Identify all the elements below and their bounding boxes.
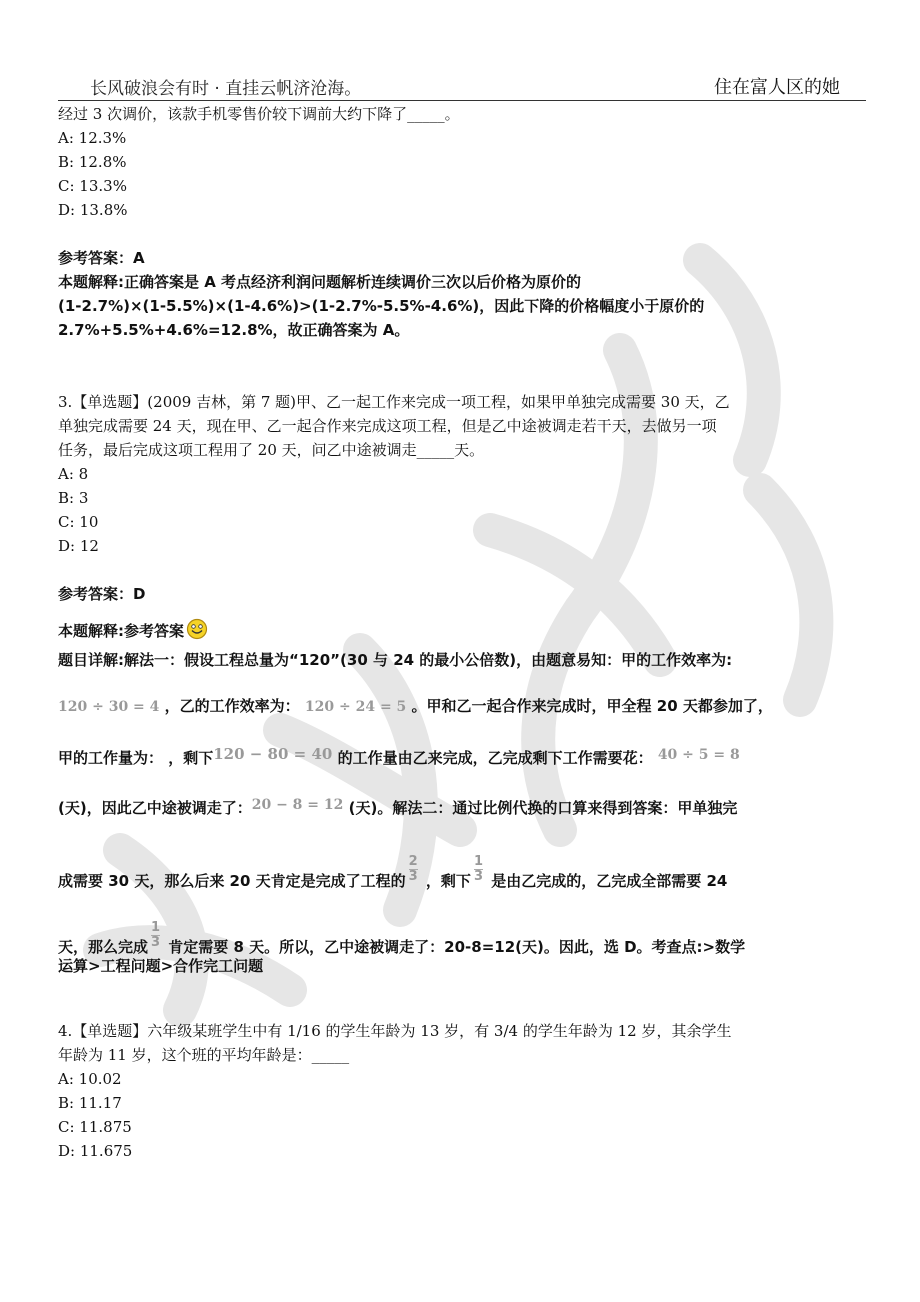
fraction-two-thirds: $\frac{2}{3}$ xyxy=(408,854,418,884)
q3-stem-3: 任务，最后完成这项工程用了 20 天，问乙中途被调走_____天。 xyxy=(58,441,485,459)
q2-answer: 参考答案：A xyxy=(58,249,145,267)
q2-option-c: C: 13.3% xyxy=(58,177,127,195)
q2-option-d: D: 13.8% xyxy=(58,201,128,219)
q2-explain-3: 2.7%+5.5%+4.6%=12.8%，故正确答案为 A。 xyxy=(58,321,410,339)
q2-stem: 经过 3 次调价，该款手机零售价较下调前大约下降了_____。 xyxy=(58,105,460,123)
q4-option-a: A: 10.02 xyxy=(58,1070,122,1088)
q3-explain-label: 本题解释:参考答案 xyxy=(58,622,184,640)
q3-stem-2: 单独完成需要 24 天，现在甲、乙一起合作来完成这项工程，但是乙中途被调走若干天，去做另一项 xyxy=(58,417,717,435)
q3-option-b: B: 3 xyxy=(58,489,89,507)
q2-option-b: B: 12.8% xyxy=(58,153,127,171)
q2-explain-2: (1-2.7%)×(1-5.5%)×(1-4.6%)>(1-2.7%-5.5%-4.6%)，因此下降的价格幅度小于原价的 xyxy=(58,297,705,315)
q3-option-c: C: 10 xyxy=(58,513,99,531)
q2-explain-1: 本题解释:正确答案是 A 考点经济利润问题解析连续调价三次以后价格为原价的 xyxy=(58,273,582,291)
q3-solution xyxy=(58,643,866,983)
math-expr-2: 120 ÷ 24 = 5 xyxy=(304,699,407,715)
fraction-one-third-b: $\frac{1}{3}$ xyxy=(151,920,161,950)
header-title: 住在富人区的她 xyxy=(714,77,840,98)
q2-option-a: A: 12.3% xyxy=(58,129,127,147)
math-expr-5: 20 − 8 = 12 xyxy=(251,797,344,813)
q3-solution-line-4: (天)，因此乙中途被调走了：20 − 8 = 12 (天)。解法二：通过比例代换的口算来得到答案：甲单独完 xyxy=(58,797,738,817)
q3-solution-line-2: 120 ÷ 30 = 4 ，乙的工作效率为： 120 ÷ 24 = 5 。甲和乙一起合作来完成时，甲全程 20 天都参加了， xyxy=(58,697,773,715)
q3-stem-1: 3.【单选题】(2009 吉林，第 7 题)甲、乙一起工作来完成一项工程，如果甲单独完成需要 30 天，乙 xyxy=(58,393,730,411)
fraction-one-third: $\frac{1}{3}$ xyxy=(473,854,483,884)
math-expr-3: 120 − 80 = 40 xyxy=(213,745,333,763)
q3-solution-line-6: 天，那么完成 $\frac{1}{3}$ 肯定需要 8 天。所以，乙中途被调走了：20-8=12(天)。因此，选 D。考查点:>数学 xyxy=(58,920,746,956)
math-expr-1: 120 ÷ 30 = 4 xyxy=(58,699,160,715)
q3-option-d: D: 12 xyxy=(58,537,99,555)
q3-solution-line-3: 甲的工作量为： ，剩下120 − 80 = 40 的工作量由乙来完成，乙完成剩下工作需要花： 40 ÷ 5 = 8 xyxy=(58,745,740,767)
q3-option-a: A: 8 xyxy=(58,465,89,483)
document-body xyxy=(58,102,866,1163)
q4-option-d: D: 11.675 xyxy=(58,1142,133,1160)
q3-explain-head xyxy=(58,618,866,643)
q4-stem-1: 4.【单选题】六年级某班学生中有 1/16 的学生年龄为 13 岁，有 3/4 的学生年龄为 12 岁，其余学生 xyxy=(58,1022,732,1040)
q4-option-b: B: 11.17 xyxy=(58,1094,122,1112)
q4-option-c: C: 11.875 xyxy=(58,1118,132,1136)
q3-solution-line-5: 成需要 30 天，那么后来 20 天肯定是完成了工程的 $\frac{2}{3}$ ，剩下 $\frac{1}{3}$ 是由乙完成的，乙完成全部需要 24 xyxy=(58,854,728,890)
math-expr-4: 40 ÷ 5 = 8 xyxy=(657,747,740,763)
q3-solution-line-1: 题目详解:解法一：假设工程总量为“120”(30 与 24 的最小公倍数)，由题意易知：甲的工作效率为: xyxy=(58,651,733,669)
smiley-icon xyxy=(186,618,208,640)
q3-answer: 参考答案：D xyxy=(58,585,146,603)
header-motto: 长风破浪会有时 · 直挂云帆济沧海。 xyxy=(90,79,362,99)
q3-solution-line-7: 运算>工程问题>合作完工问题 xyxy=(58,957,264,975)
page-header xyxy=(58,70,866,101)
q4-stem-2: 年龄为 11 岁，这个班的平均年龄是：_____ xyxy=(58,1046,350,1064)
